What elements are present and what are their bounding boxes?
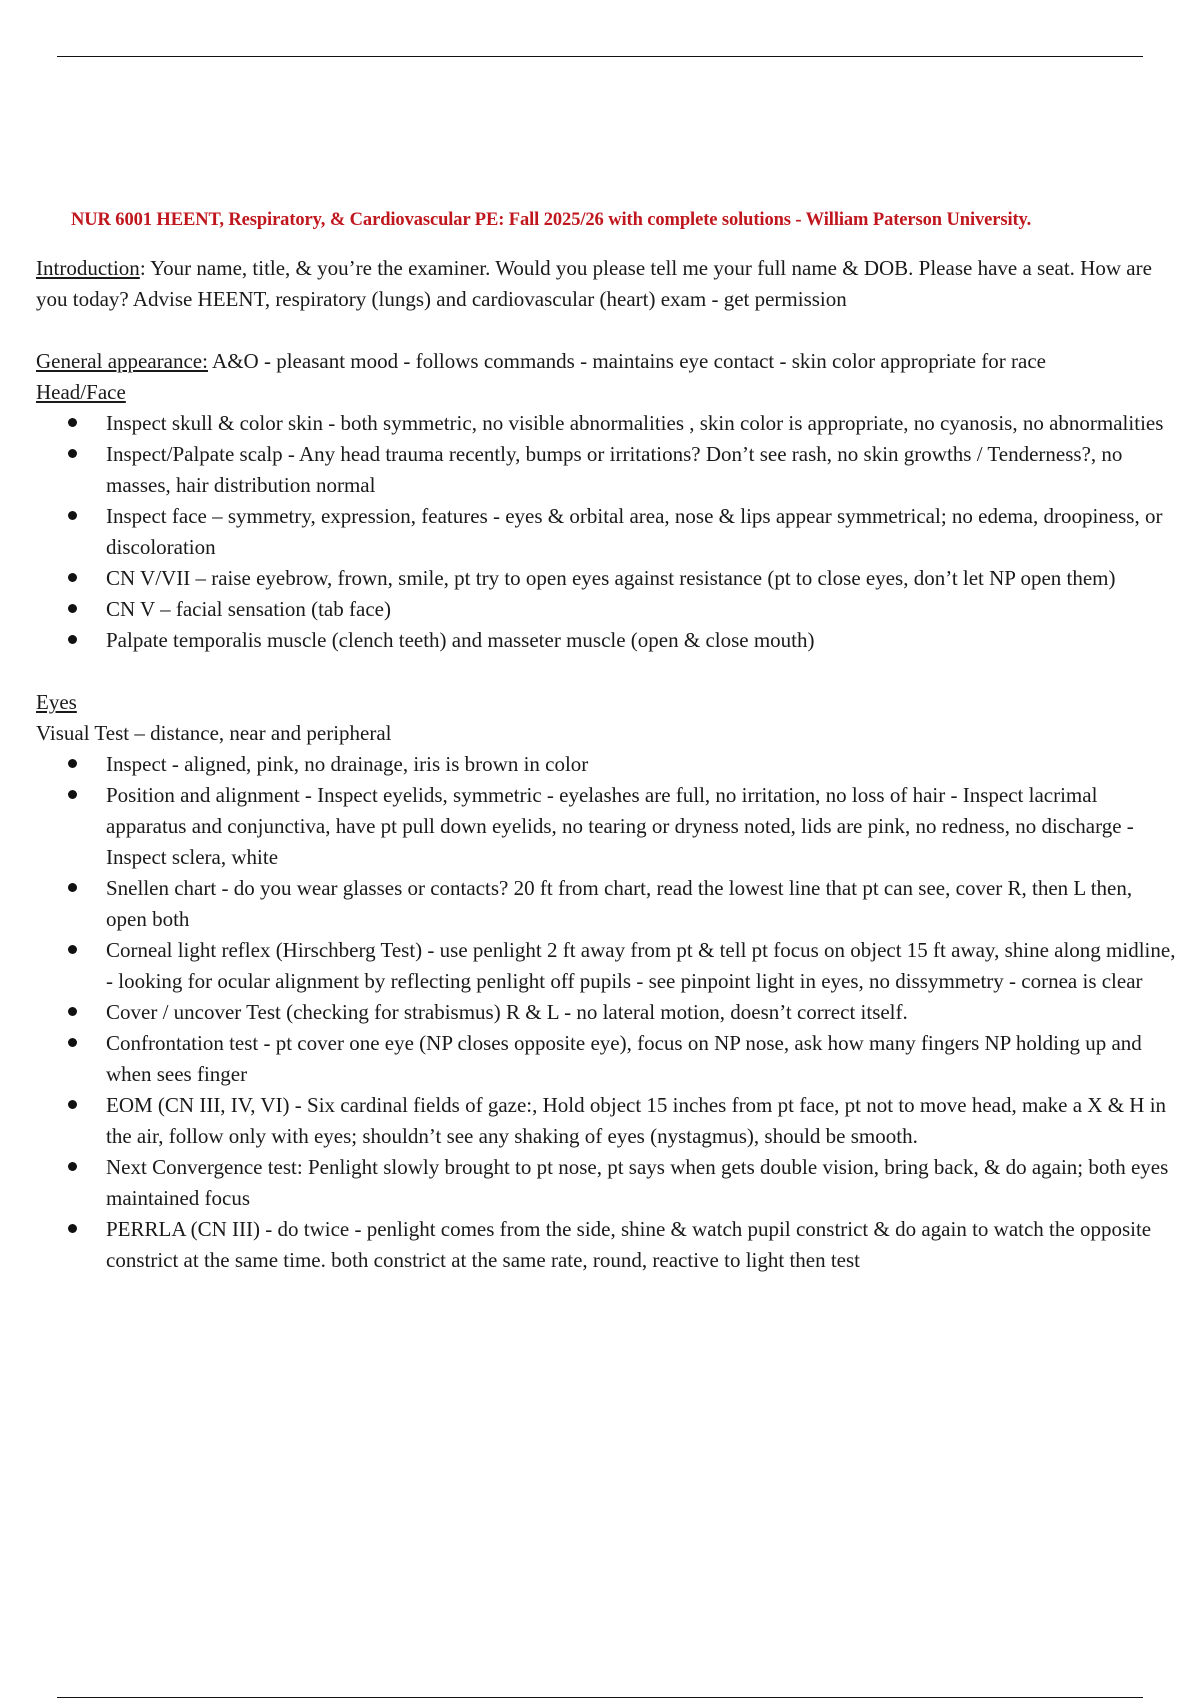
bullet-icon bbox=[68, 759, 77, 768]
introduction-paragraph bbox=[36, 253, 1176, 315]
spacer bbox=[36, 656, 1176, 687]
list-item: CN V – facial sensation (tab face) bbox=[106, 594, 1176, 625]
eyes-heading: Eyes bbox=[36, 690, 77, 714]
bullet-icon bbox=[68, 1162, 77, 1171]
bullet-icon bbox=[68, 449, 77, 458]
list-item: Confrontation test - pt cover one eye (NP closes opposite eye), focus on NP nose, ask how many fingers NP holding up and when sees finger bbox=[106, 1028, 1176, 1090]
list-item: CN V/VII – raise eyebrow, frown, smile, pt try to open eyes against resistance (pt to close eyes, don’t let NP open them) bbox=[106, 563, 1176, 594]
head-face-heading: Head/Face bbox=[36, 380, 126, 404]
list-item: Inspect skull & color skin - both symmetric, no visible abnormalities , skin color is appropriate, no cyanosis, no abnormalities bbox=[106, 408, 1176, 439]
list-item: Position and alignment - Inspect eyelids, symmetric - eyelashes are full, no irritation, no loss of hair - Inspect lacrimal apparatus and conjunctiva, have pt pull down eyelids, no tearing or dryness noted, lids are pink, no redness, no discharge - Inspect sclera, white bbox=[106, 780, 1176, 873]
list-item: Next Convergence test: Penlight slowly brought to pt nose, pt says when gets double vision, bring back, & do again; both eyes maintained focus bbox=[106, 1152, 1176, 1214]
bullet-icon bbox=[68, 635, 77, 644]
bullet-icon bbox=[68, 511, 77, 520]
list-item: Inspect - aligned, pink, no drainage, iris is brown in color bbox=[106, 749, 1176, 780]
list-item: Inspect face – symmetry, expression, features - eyes & orbital area, nose & lips appear symmetrical; no edema, droopiness, or discoloration bbox=[106, 501, 1176, 563]
general-appearance-heading: General appearance: bbox=[36, 349, 208, 373]
introduction-text: : Your name, title, & you’re the examiner. Would you please tell me your full name & DOB. Please have a seat. How are you today? Advise HEENT, respiratory (lungs) and cardiovascular (heart) exam - get permission bbox=[36, 256, 1152, 311]
list-item: PERRLA (CN III) - do twice - penlight comes from the side, shine & watch pupil constrict & do again to watch the opposite constrict at the same time. both constrict at the same rate, round, reactive to light then test bbox=[106, 1214, 1176, 1276]
spacer bbox=[36, 315, 1176, 346]
general-appearance-paragraph bbox=[36, 346, 1176, 377]
top-rule bbox=[57, 56, 1143, 57]
list-item: Snellen chart - do you wear glasses or contacts? 20 ft from chart, read the lowest line that pt can see, cover R, then L then, open both bbox=[106, 873, 1176, 935]
bullet-icon bbox=[68, 1038, 77, 1047]
list-item: Palpate temporalis muscle (clench teeth) and masseter muscle (open & close mouth) bbox=[106, 625, 1176, 656]
bullet-icon bbox=[68, 573, 77, 582]
eyes-list bbox=[36, 749, 1176, 1276]
bullet-icon bbox=[68, 1100, 77, 1109]
introduction-heading: Introduction bbox=[36, 256, 140, 280]
bottom-rule bbox=[57, 1697, 1143, 1698]
list-item: EOM (CN III, IV, VI) - Six cardinal fields of gaze:, Hold object 15 inches from pt face, pt not to move head, make a X & H in the air, follow only with eyes; shouldn’t see any shaking of eyes (nystagmus), should be smooth. bbox=[106, 1090, 1176, 1152]
document-title: NUR 6001 HEENT, Respiratory, & Cardiovascular PE: Fall 2025/26 with complete solutions - William Paterson University. bbox=[71, 210, 1032, 230]
list-item: Cover / uncover Test (checking for strabismus) R & L - no lateral motion, doesn’t correct itself. bbox=[106, 997, 1176, 1028]
bullet-icon bbox=[68, 604, 77, 613]
bullet-icon bbox=[68, 945, 77, 954]
eyes-subheading: Visual Test – distance, near and peripheral bbox=[36, 721, 392, 745]
bullet-icon bbox=[68, 883, 77, 892]
bullet-icon bbox=[68, 1224, 77, 1233]
bullet-icon bbox=[68, 418, 77, 427]
bullet-icon bbox=[68, 790, 77, 799]
general-appearance-text: A&O - pleasant mood - follows commands - maintains eye contact - skin color appropriate for race bbox=[207, 349, 1046, 373]
document-body bbox=[36, 210, 1176, 1276]
list-item: Inspect/Palpate scalp - Any head trauma recently, bumps or irritations? Don’t see rash, no skin growths / Tenderness?, no masses, hair distribution normal bbox=[106, 439, 1176, 501]
head-face-list bbox=[36, 408, 1176, 656]
list-item: Corneal light reflex (Hirschberg Test) - use penlight 2 ft away from pt & tell pt focus on object 15 ft away, shine along midline, - looking for ocular alignment by reflecting penlight off pupils - see pinpoint light in eyes, no dissymmetry - cornea is clear bbox=[106, 935, 1176, 997]
bullet-icon bbox=[68, 1007, 77, 1016]
